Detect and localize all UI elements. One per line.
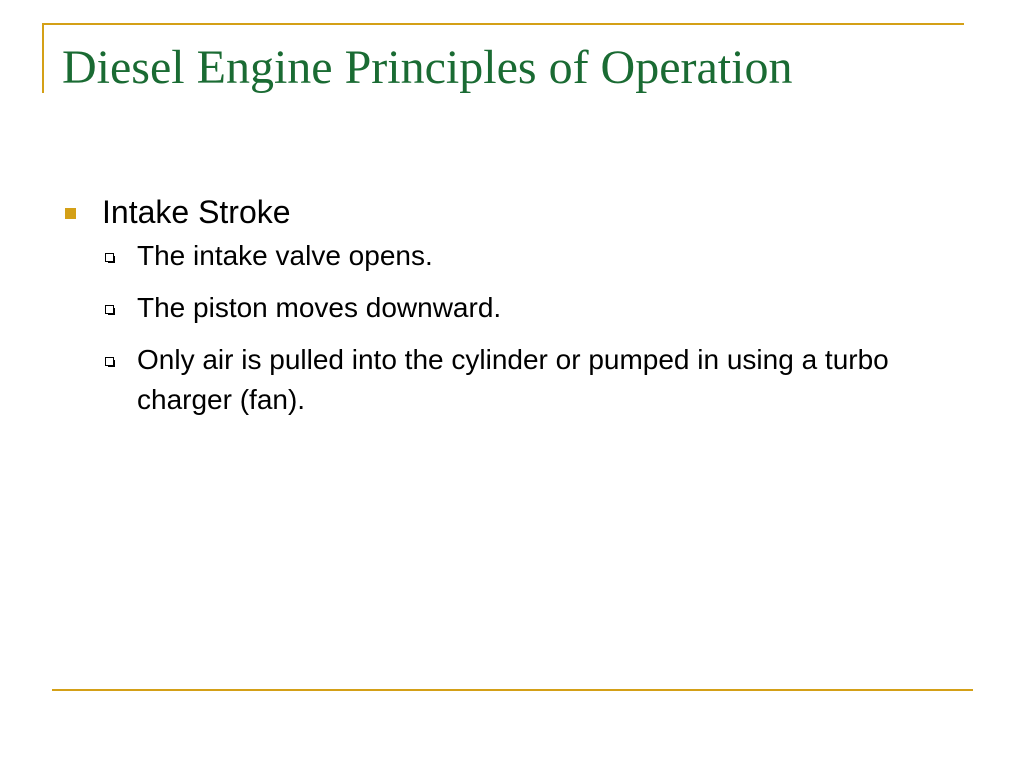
slide-title: Diesel Engine Principles of Operation — [62, 41, 793, 94]
hollow-square-bullet-icon — [105, 357, 114, 366]
slide-body — [62, 188, 942, 420]
left-rule — [42, 23, 44, 93]
sub-bullet-text: The intake valve opens. — [137, 240, 433, 271]
square-bullet-icon — [65, 208, 76, 219]
bottom-rule — [52, 689, 973, 691]
hollow-square-bullet-icon — [105, 253, 114, 262]
sub-bullet-item — [62, 288, 942, 328]
hollow-square-bullet-icon — [105, 305, 114, 314]
sub-bullet-list — [62, 236, 942, 420]
bullet-item — [62, 188, 942, 236]
sub-bullet-item — [62, 340, 942, 420]
bullet-text: Intake Stroke — [102, 194, 291, 230]
sub-bullet-item — [62, 236, 942, 276]
sub-bullet-text: The piston moves downward. — [137, 292, 502, 323]
sub-bullet-text: Only air is pulled into the cylinder or pumped in using a turbo charger (fan). — [137, 344, 889, 415]
top-rule — [42, 23, 964, 25]
